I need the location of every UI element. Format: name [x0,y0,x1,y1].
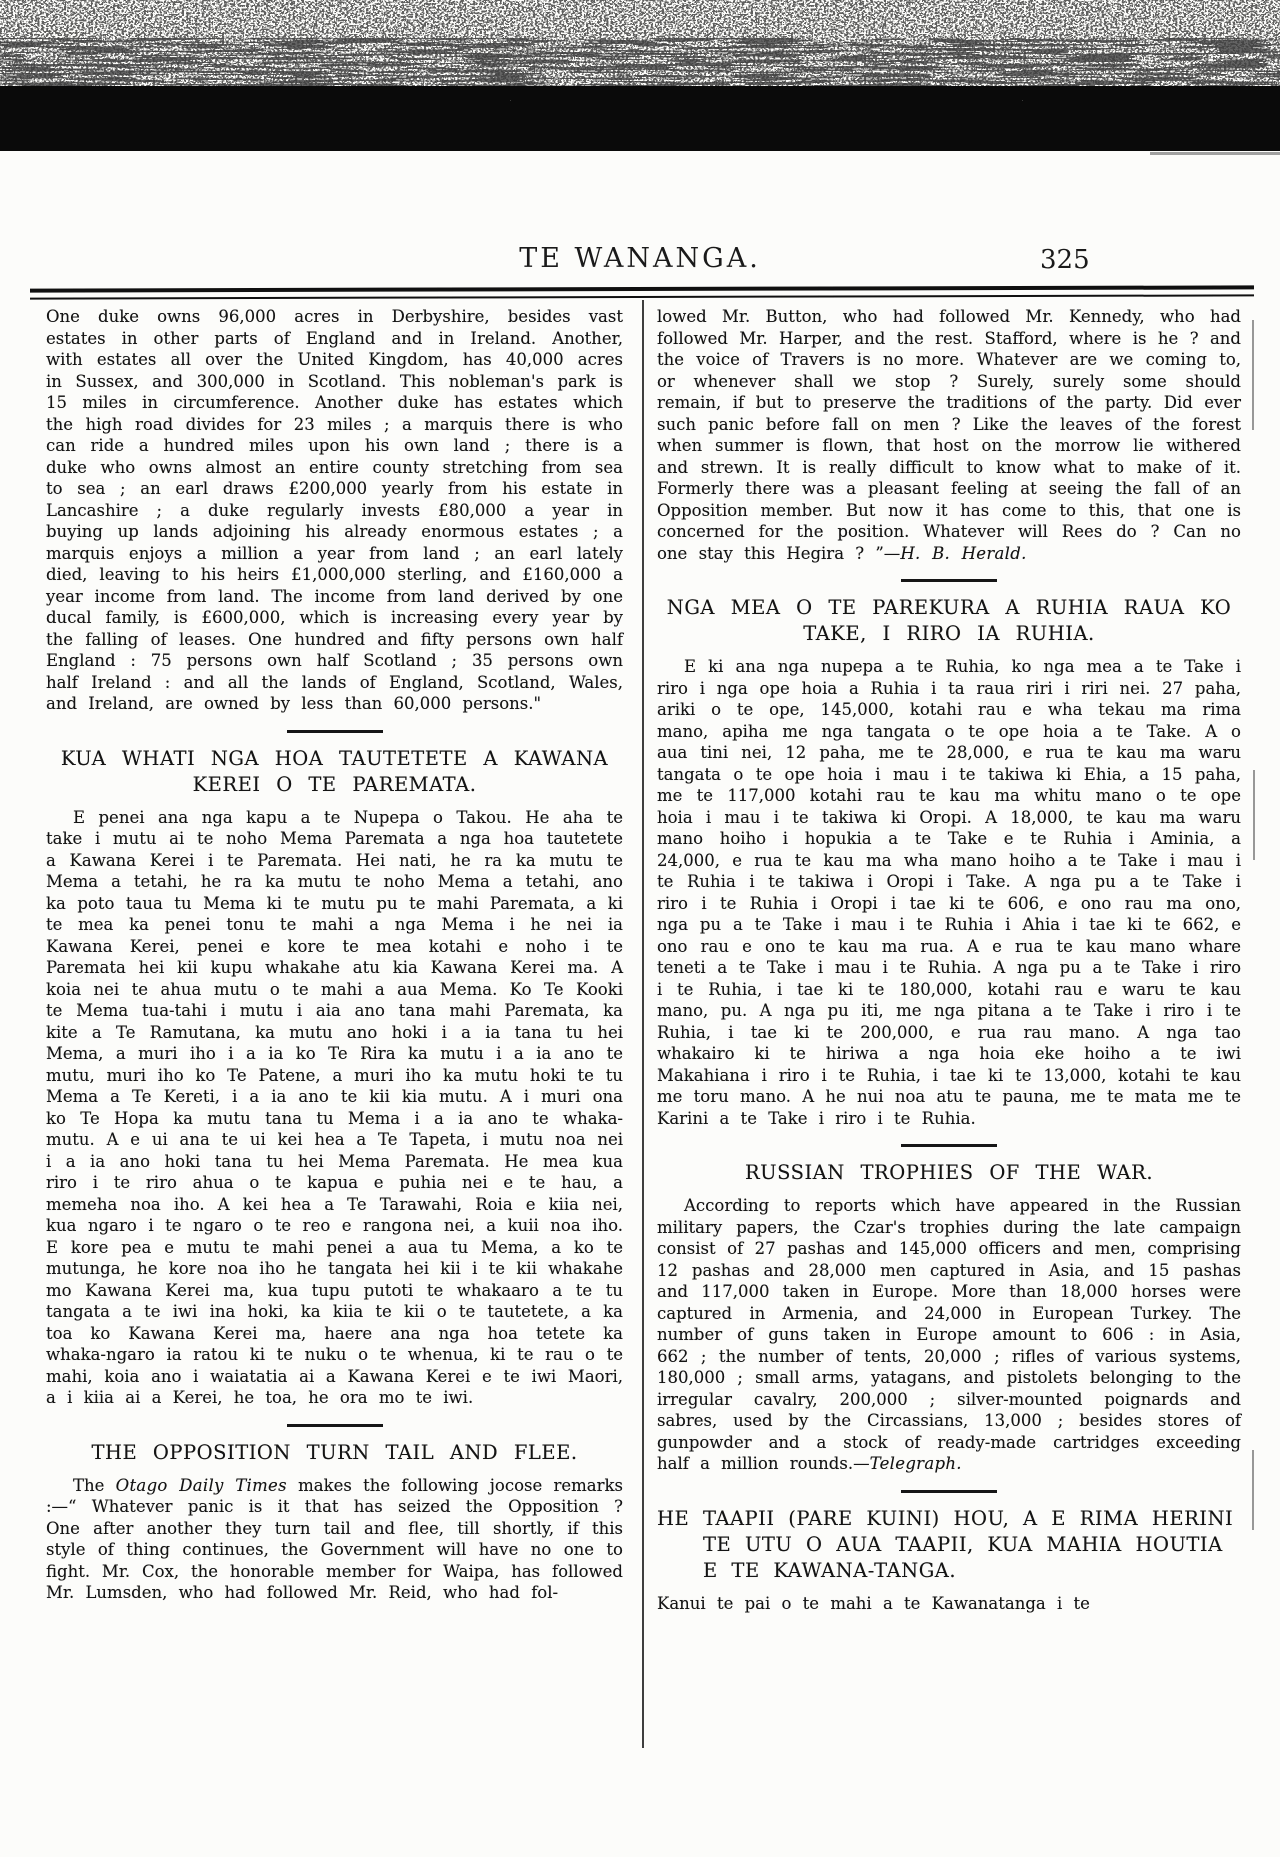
page-title: TE WANANGA. [519,243,761,274]
masthead-rule [30,285,1254,299]
article-paragraph: lowed Mr. Button, who had followed Mr. Kennedy, who had followed Mr. Harper, and the rest. Stafford, where is he ? and the voice of Travers is no more. Whatever are we coming to, or whenever shall we stop ? Surely, surely some should remain, if but to preserve the traditions of the party. Did ever such panic before fall on men ? Like the leaves of the forest when summer is flown, that host on the morrow lie withered and strewn. It is really difficult to know what to make of it. Formerly there was a pleasant feeling at seeing the fall of an Opposition member. But now it has come to this, that one is concerned for the position. Whatever will Rees do ? Can no one stay this Hegira ? ”—H. B. Herald. [657,307,1241,563]
section-rule [901,1490,997,1493]
section-rule [287,1424,383,1427]
article-paragraph: The Otago Daily Times makes the following jocose remarks :—“ Whatever panic is it that has seized the Opposition ? One after another they turn tail and flee, till shortly, if this style of thing continues, the Government will have no one to fight. Mr. Cox, the honorable member for Waipa, has followed Mr. Lumsden, who had followed Mr. Reid, who had fol- [46,1475,623,1602]
scan-edge-mark [1253,770,1255,860]
article-heading: THE OPPOSITION TURN TAIL AND FLEE. [91,1440,578,1464]
article-paragraph: One duke owns 96,000 acres in Derbyshire, besides vast estates in other parts of England and in Ireland. Another, with estates all over the United Kingdom, has 40,000 acres in Sussex, and 300,000 in Scotland. This nobleman's park is 15 miles in circumference. Another duke has estates which the high road divides for 23 miles ; a marquis there is who can ride a hundred miles upon his own land ; there is a duke who owns almost an entire county stretching from sea to sea ; an earl draws £200,000 yearly from his estate in Lancashire ; a duke regularly invests £80,000 a year in buying up lands adjoining his already enormous estates ; a marquis enjoys a million a year from land ; an earl lately died, leaving to his heirs £1,000,000 sterling, and £160,000 a year income from land. The income from land derived by one ducal family, is £600,000, which is increasing every year by the falling of leases. One hundred and fifty persons own half England : 75 persons own half Scotland ; 35 persons own half Ireland : and all the lands of England, Scotland, Wales, and Ireland, are owned by less than 60,000 persons." [46,307,623,713]
article-heading: NGA MEA O TE PAREKURA A RUHIA RAUA KO TAKE, I RIRO IA RUHIA. [666,596,1232,645]
article-paragraph: E penei ana nga kapu a te Nupepa o Takou. He aha te take i mutu ai te noho Mema Paremata a nga hoa tautetete a Kawana Kerei i te Paremata. Hei nati, he ra ka mutu te Mema a tetahi, he ra ka mutu te noho Mema a tetahi, ano ka poto taua tu Mema ki te mutu pu te mahi Paremata, a ki te mea ka penei tonu te mahi a nga Mema i he nei ia Kawana Kerei, penei e kore te mea kotahi e noho i te Paremata hei kii kupu whakahe atu kia Kawana Kerei ma. A koia nei te ahua mutu o te mahi a aua Mema. Ko Te Kooki te Mema tua-tahi i mutu i aia ano tana mahi Paremata, ka kite a Te Ramutana, ka mutu ano hoki i a ia tana tu hei Mema, a muri iho i a ia ko Te Rira ka mutu i a ia ano te mutu, muri iho ko Te Patene, a muri iho ka mutu hoki te tu Mema a Te Kereti, i a ia ano te kii kia mutu. A i muri ona ko Te Hopa ka mutu tana tu Mema i a ia ano te whaka-mutu. A e ui ana te ui kei hea a Te Tapeta, i mutu noa nei i a ia ano hoki tana tu hei Mema Paremata. He mea kua riro i te riro ahua o te kapua e puhia nei e te hau, a memeha noa iho. A kei hea a Te Tarawahi, Roia e kiia nei, kua ngaro i te ngaro o te reo e rangona nei, a kuii noa iho. E kore pea e mutu te mahi penei a aua tu Mema, a ko te mutunga, he kore noa iho he tangata hei kii i te kii whakahe mo Kawana Kerei ma, kua tupu putoti te whakaaro a te tu tangata a te iwi ina hoki, ka kiia te kii o te tautetete, a ka toa ko Kawana Kerei ma, haere ana nga hoa tetete ka whaka-ngaro ia ratou ki te nuku o te whenua, ki te rau o te mahi, koia ano i waiatatia ai a Kawana Kerei e te iwi Maori, a i kiia ai a Kerei, he toa, he ora mo te iwi. [46,807,623,1407]
article-heading: HE TAAPII (PARE KUINI) HOU, A E RIMA HERINI TE UTU O AUA TAAPII, KUA MAHIA HOUTIA E TE KAWANA-TANGA. [657,1506,1234,1582]
scan-edge-mark [1252,320,1254,430]
article-heading: RUSSIAN TROPHIES OF THE WAR. [744,1161,1154,1184]
article-paragraph: According to reports which have appeared in the Russian military papers, the Czar's trophies during the late campaign consist of 27 pashas and 145,000 officers and men, comprising 12 pashas and 28,000 men captured in Asia, and 15 pashas and 117,000 taken in Europe. More than 18,000 horses were captured in Armenia, and 24,000 in European Turkey. The number of guns taken in Europe amount to 606 : in Asia, 662 ; the number of tents, 20,000 ; rifles of various systems, 180,000 ; small arms, yatagans, and pistolets belonging to the irregular cavalry, 200,000 ; silver-mounted poignards and sabres, used by the Circassians, 13,000 ; besides stores of gunpowder and a stock of ready-made cartridges exceeding half a million rounds.—Telegraph. [657,1196,1241,1473]
column-divider [642,300,644,1748]
article-paragraph: E ki ana nga nupepa a te Ruhia, ko nga mea a te Take i riro i nga ope hoia a Ruhia i ta raua riri i riri nei. 27 paha, ariki o te ope, 145,000, kotahi rau e wha tekau ma rima mano, apiha me nga tangata o te ope hoia a te Take. A o aua tini nei, 12 paha, me te 28,000, e rua te kau ma waru tangata o te ope hoia i mau i te takiwa ki Ehia, a 15 paha, me te 117,000 kotahi rau te kau ma whitu mano o te ope hoia i mau i te takiwa ki Oropi. A 18,000, te kau ma waru mano hoiho i hopukia a te Take e te Ruhia i Aminia, a 24,000, e rua te kau ma wha mano hoiho a te Take i mau i te Ruhia i te takiwa i Oropi i Take. A nga pu a te Take i riro i te Ruhia i Oropi i tae ki te 606, e ono rau ma ono, nga pu a te Take i mau i te Ruhia i Ahia i tae ki te 662, e ono rau e ono te kau ma rua. A e rua te kau mano whare teneti a te Take i mau i te Ruhia. A nga pu a te Take i riro i te Ruhia, i tae ki te 180,000, kotahi rau e waru te kau mano, pu. A nga pu iti, me nga pitana a te Take i riro i te Ruhia, i tae ki te 200,000, e rua rau mano. A nga tao whakairo ki te hiriwa a nga hoia eke hoiho a te iwi Makahiana i riro i te Ruhia, i tae ki te 13,000, kotahi te kau me toru mano. A he nui noa atu te pauna, me te mata me te Karini a te Take i riro i te Ruhia. [657,657,1241,1128]
scan-noise-art [0,0,1280,170]
right-column [657,306,1241,1614]
article-heading: KUA WHATI NGA HOA TAUTETETE A KAWANA KEREI O TE PAREMATA. [60,746,609,796]
section-rule [287,730,383,733]
masthead-rule-thick [30,285,1254,292]
scan-edge-mark [1252,1450,1254,1530]
section-rule [901,579,997,582]
left-column [46,306,623,1604]
article-paragraph: Kanui te pai o te mahi a te Kawanatanga i te [657,1593,1090,1613]
page-number: 325 [1040,245,1090,275]
masthead [0,243,1280,283]
masthead-rule-thin [30,294,1254,299]
scan-smear [1150,152,1280,155]
scan-noise-band [0,0,1280,170]
section-rule [901,1144,997,1147]
